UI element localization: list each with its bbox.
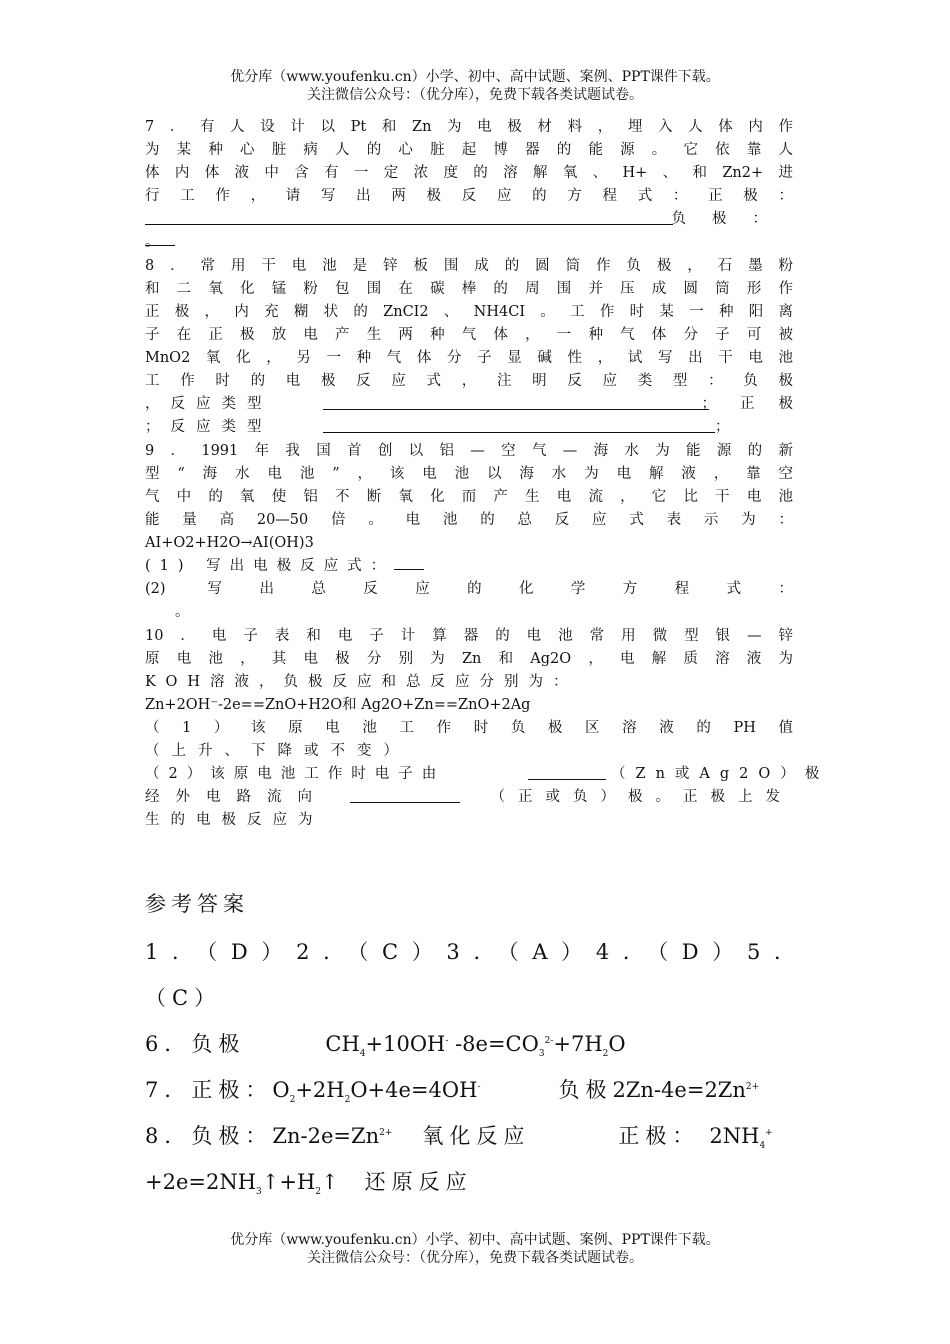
answer-7-label: 7．正极： — [145, 1078, 273, 1102]
answer-6-label: 6．负极 — [145, 1032, 246, 1056]
q7-line-4: 行工作，请写出两极反应的方程式：正极： — [145, 188, 793, 204]
question-9 — [145, 440, 793, 624]
q8-negative-type-blank[interactable] — [323, 395, 709, 410]
q10-electron-source-blank[interactable] — [528, 765, 606, 780]
q9-line-4: 能量高20—50倍。电池的总反应式表示为： — [145, 512, 793, 528]
answer-7-negative-label: 负极 — [558, 1078, 613, 1102]
answer-8-oxidation-type: 氧化反应 — [422, 1124, 531, 1148]
q10-line-7-right: （Zn或Ag2O）极 — [611, 766, 830, 782]
answer-6-equation: $CH_4+10OH^-$ $-8e=CO_3^{2-}+7H_2O$ — [325, 1032, 626, 1060]
question-10 — [145, 625, 830, 832]
q8-line-7-left: ，反应类型 — [145, 396, 273, 412]
page-header-line-1: 优分库（www.youfenku.cn）小学、初中、高中试题、案例、PPT课件下载。 — [230, 69, 720, 85]
q8-line-8-end: ； — [715, 419, 730, 435]
q7-period: 。 — [145, 234, 160, 250]
q7-line-2: 为某种心脏病人的心脏起博器的能源。它依靠人 — [145, 142, 793, 158]
question-8 — [145, 255, 817, 439]
q8-positive-type-blank[interactable] — [323, 418, 715, 433]
q8-line-6: 工作时的电极反应式，注明反应类型：负极 — [145, 373, 793, 389]
question-7 — [145, 116, 793, 254]
q8-line-3: 正极，内充糊状的ZnCI2、NH4CI。工作时某一种阳离 — [145, 304, 793, 320]
q10-line-3: KOH溶液，负极反应和总反应分别为： — [145, 674, 578, 690]
q8-line-5: MnO2氧化，另一种气体分子显碱性，试写出干电池 — [145, 350, 793, 366]
answer-8-continuation: $+2e=2NH_3↑+H_2↑$ — [145, 1170, 339, 1198]
q10-line-6: （上升、下降或不变） — [145, 743, 410, 759]
q10-line-7-left: （2）该原电池工作时电子由 — [145, 766, 446, 782]
q10-line-8-left: 经外电路流向 — [145, 789, 328, 805]
q7-negative-label: 负极： — [671, 211, 793, 227]
answer-8-reduction-type: 还原反应 — [364, 1170, 473, 1194]
page-footer-line-2: 关注微信公众号：（优分库），免费下载各类试题试卷。 — [307, 1250, 643, 1266]
answers-choice-line: 1．（D）2．（C）3．（A）4．（D）5． — [145, 940, 795, 964]
q8-line-2: 和二氧化锰粉包围在碳棒的周围并压成圆筒形作 — [145, 281, 793, 297]
q10-electron-dest-blank[interactable] — [350, 788, 460, 803]
q8-line-7-right: ；正极 — [701, 396, 817, 412]
q7-negative-answer-blank[interactable] — [145, 231, 175, 250]
page-footer-line-1: 优分库（www.youfenku.cn）小学、初中、高中试题、案例、PPT课件下载。 — [230, 1232, 720, 1248]
q10-line-2: 原电池，其电极分别为Zn和Ag2O，电解质溶液为 — [145, 651, 793, 667]
q8-line-8-left: ；反应类型 — [145, 419, 273, 435]
answer-8-label: 8．负极： — [145, 1124, 273, 1148]
answer-8-negative-equation: $Zn-2e=Zn^{2+}$ — [272, 1124, 393, 1148]
q9-line-1: 9．1991年我国首创以铝—空气—海水为能源的新 — [145, 443, 793, 459]
q9-sub-question-2: (2) 写出总反应的化学方程式： — [145, 581, 793, 597]
q8-line-4: 子在正极放电产生两种气体，一种气体分子可被 — [145, 327, 793, 343]
q7-line-1: 7．有人设计以Pt和Zn为电极材料，埋入人体内作 — [145, 119, 793, 135]
q10-line-4: Zn+2OH⁻-2e==ZnO+H2O和 Ag2O+Zn==ZnO+2Ag — [145, 697, 531, 713]
page-header-line-2: 关注微信公众号：（优分库），免费下载各类试题试卷。 — [307, 87, 643, 103]
q10-line-1: 10．电子表和电子计算器的电池常用微型银—锌 — [145, 628, 793, 644]
answer-8-positive-label: 正极： — [618, 1124, 700, 1148]
q10-line-5: （1）该原电池工作时负极区溶液的PH值 — [145, 720, 793, 736]
q10-line-9: 生的电极反应为 — [145, 812, 324, 828]
q8-line-1: 8．常用干电池是锌板围成的圆筒作负极，石墨粉 — [145, 258, 793, 274]
answers-title: 参考答案 — [145, 892, 249, 916]
answer-7-negative-equation: $2Zn-4e=2Zn^{2+}$ — [612, 1078, 760, 1102]
answer-8-positive-equation: $2NH_4^+$ — [709, 1124, 773, 1152]
q9-line-3: 气中的氧使铝不断氧化而产生电流，它比干电池 — [145, 489, 793, 505]
q9-total-reaction: AI+O2+H2O→AI(OH)3 — [145, 535, 314, 551]
q9-electrode-blank[interactable] — [394, 555, 424, 570]
q9-period: 。 — [175, 604, 190, 620]
q7-line-3: 体内体液中含有一定浓度的溶解氧、H+、和Zn2+进 — [145, 165, 793, 181]
q9-sub-question-1: (1) 写出电极反应式： — [145, 558, 395, 574]
q10-line-8-right: （正或负）极。正极上发 — [490, 789, 793, 805]
q9-line-2: 型“海水电池”，该电池以海水为电解液，靠空 — [145, 466, 793, 482]
q7-positive-answer-blank[interactable] — [145, 210, 673, 225]
answers-choice-line-2: （C） — [145, 986, 222, 1010]
answer-7-positive-equation: $O_2+2H_2O+4e=4OH^-$ — [272, 1078, 481, 1106]
